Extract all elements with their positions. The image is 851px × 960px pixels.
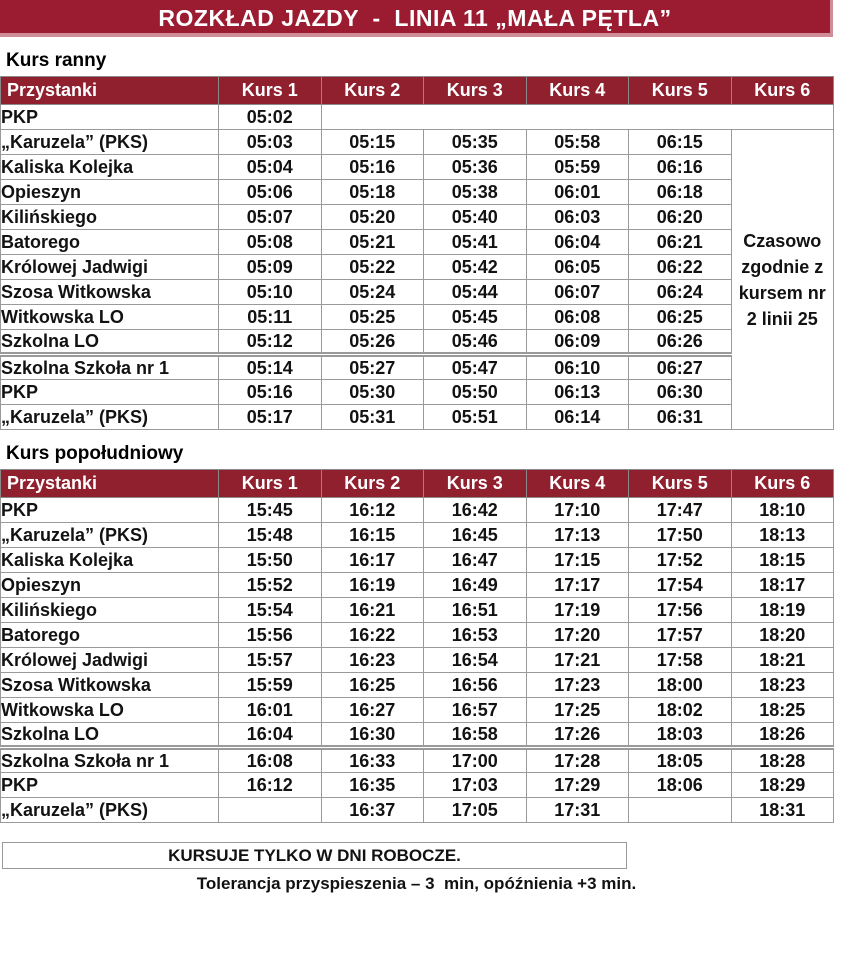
time-cell: 18:29 xyxy=(731,773,834,798)
time-cell: 18:13 xyxy=(731,523,834,548)
column-header: Kurs 3 xyxy=(424,470,527,498)
time-cell: 16:57 xyxy=(424,698,527,723)
time-cell: 05:47 xyxy=(424,355,527,380)
table-row xyxy=(1,748,834,773)
table-row xyxy=(1,523,834,548)
time-cell: 05:26 xyxy=(321,330,424,355)
time-cell: 17:29 xyxy=(526,773,629,798)
time-cell: 16:01 xyxy=(219,698,322,723)
empty-cell xyxy=(219,798,322,823)
time-cell: 16:51 xyxy=(424,598,527,623)
time-cell: 06:04 xyxy=(526,230,629,255)
column-header: Kurs 6 xyxy=(731,77,834,105)
table-row xyxy=(1,673,834,698)
time-cell: 16:58 xyxy=(424,723,527,748)
time-cell: 05:31 xyxy=(321,405,424,430)
column-header: Kurs 4 xyxy=(526,470,629,498)
stop-cell: PKP xyxy=(1,105,219,130)
time-cell: 16:12 xyxy=(219,773,322,798)
time-cell: 06:22 xyxy=(629,255,732,280)
time-cell: 15:50 xyxy=(219,548,322,573)
time-cell: 18:02 xyxy=(629,698,732,723)
stop-cell: PKP xyxy=(1,498,219,523)
time-cell: 05:18 xyxy=(321,180,424,205)
header-row xyxy=(1,470,834,498)
time-cell: 17:05 xyxy=(424,798,527,823)
column-header: Kurs 1 xyxy=(219,77,322,105)
afternoon-timetable xyxy=(0,469,834,823)
table-row xyxy=(1,155,834,180)
table-row xyxy=(1,205,834,230)
column-header: Przystanki xyxy=(1,77,219,105)
time-cell: 05:51 xyxy=(424,405,527,430)
time-cell: 05:35 xyxy=(424,130,527,155)
time-cell: 17:23 xyxy=(526,673,629,698)
time-cell: 16:17 xyxy=(321,548,424,573)
time-cell: 05:27 xyxy=(321,355,424,380)
time-cell: 17:54 xyxy=(629,573,732,598)
working-days-notice: KURSUJE TYLKO W DNI ROBOCZE. xyxy=(2,842,627,869)
time-cell: 05:15 xyxy=(321,130,424,155)
time-cell: 17:10 xyxy=(526,498,629,523)
time-cell: 16:08 xyxy=(219,748,322,773)
time-cell: 05:25 xyxy=(321,305,424,330)
table-row xyxy=(1,305,834,330)
time-cell: 06:10 xyxy=(526,355,629,380)
stop-cell: Szkolna LO xyxy=(1,330,219,355)
stop-cell: Szkolna Szkoła nr 1 xyxy=(1,748,219,773)
column-header: Kurs 2 xyxy=(321,470,424,498)
time-cell: 17:00 xyxy=(424,748,527,773)
page-title: ROZKŁAD JAZDY - LINIA 11 „MAŁA PĘTLA” xyxy=(0,0,833,37)
time-cell: 06:21 xyxy=(629,230,732,255)
table-row xyxy=(1,255,834,280)
time-cell: 06:09 xyxy=(526,330,629,355)
time-cell: 06:08 xyxy=(526,305,629,330)
time-cell: 16:30 xyxy=(321,723,424,748)
time-cell: 15:45 xyxy=(219,498,322,523)
time-cell: 16:53 xyxy=(424,623,527,648)
time-cell: 16:54 xyxy=(424,648,527,673)
stop-cell: Szosa Witkowska xyxy=(1,280,219,305)
table-row xyxy=(1,723,834,748)
time-cell: 16:56 xyxy=(424,673,527,698)
table-row xyxy=(1,773,834,798)
stop-cell: Kaliska Kolejka xyxy=(1,548,219,573)
time-cell: 05:44 xyxy=(424,280,527,305)
time-cell: 06:01 xyxy=(526,180,629,205)
time-cell: 06:05 xyxy=(526,255,629,280)
time-cell: 17:19 xyxy=(526,598,629,623)
stop-cell: Królowej Jadwigi xyxy=(1,648,219,673)
time-cell: 05:10 xyxy=(219,280,322,305)
stop-cell: Opieszyn xyxy=(1,573,219,598)
stop-cell: Kilińskiego xyxy=(1,205,219,230)
stop-cell: „Karuzela” (PKS) xyxy=(1,798,219,823)
time-cell: 06:31 xyxy=(629,405,732,430)
time-cell: 18:31 xyxy=(731,798,834,823)
stop-cell: PKP xyxy=(1,380,219,405)
time-cell: 16:35 xyxy=(321,773,424,798)
time-cell: 17:15 xyxy=(526,548,629,573)
time-cell: 18:23 xyxy=(731,673,834,698)
time-cell: 05:02 xyxy=(219,105,322,130)
table-row xyxy=(1,598,834,623)
time-cell: 17:17 xyxy=(526,573,629,598)
table-row xyxy=(1,105,834,130)
time-cell: 05:36 xyxy=(424,155,527,180)
time-cell: 16:45 xyxy=(424,523,527,548)
time-cell: 06:27 xyxy=(629,355,732,380)
time-cell: 05:58 xyxy=(526,130,629,155)
table-row xyxy=(1,405,834,430)
time-cell: 05:30 xyxy=(321,380,424,405)
tolerance-note: Tolerancja przyspieszenia – 3 min, opóźnienia +3 min. xyxy=(196,874,637,893)
column-header: Kurs 2 xyxy=(321,77,424,105)
stop-cell: Szkolna LO xyxy=(1,723,219,748)
table-row xyxy=(1,798,834,823)
table-row xyxy=(1,573,834,598)
column-header: Kurs 3 xyxy=(424,77,527,105)
time-cell: 18:15 xyxy=(731,548,834,573)
time-cell: 18:00 xyxy=(629,673,732,698)
time-cell: 05:16 xyxy=(321,155,424,180)
time-cell: 06:16 xyxy=(629,155,732,180)
stop-cell: „Karuzela” (PKS) xyxy=(1,523,219,548)
time-cell: 17:57 xyxy=(629,623,732,648)
header-row xyxy=(1,77,834,105)
table-row xyxy=(1,380,834,405)
stop-cell: Batorego xyxy=(1,623,219,648)
time-cell: 18:05 xyxy=(629,748,732,773)
stop-cell: Królowej Jadwigi xyxy=(1,255,219,280)
stop-cell: Witkowska LO xyxy=(1,698,219,723)
time-cell: 17:31 xyxy=(526,798,629,823)
time-cell: 17:28 xyxy=(526,748,629,773)
time-cell: 17:26 xyxy=(526,723,629,748)
time-cell: 05:38 xyxy=(424,180,527,205)
time-cell: 06:14 xyxy=(526,405,629,430)
time-cell: 16:27 xyxy=(321,698,424,723)
time-cell: 05:11 xyxy=(219,305,322,330)
time-cell: 16:12 xyxy=(321,498,424,523)
stop-cell: Kilińskiego xyxy=(1,598,219,623)
column-header: Kurs 5 xyxy=(629,77,732,105)
stop-cell: „Karuzela” (PKS) xyxy=(1,405,219,430)
time-cell: 16:47 xyxy=(424,548,527,573)
time-cell: 05:40 xyxy=(424,205,527,230)
time-cell: 06:24 xyxy=(629,280,732,305)
time-cell: 05:08 xyxy=(219,230,322,255)
time-cell: 05:14 xyxy=(219,355,322,380)
time-cell: 05:20 xyxy=(321,205,424,230)
time-cell: 16:21 xyxy=(321,598,424,623)
time-cell: 17:52 xyxy=(629,548,732,573)
time-cell: 18:19 xyxy=(731,598,834,623)
time-cell: 05:22 xyxy=(321,255,424,280)
time-cell: 17:13 xyxy=(526,523,629,548)
column-header: Kurs 5 xyxy=(629,470,732,498)
time-cell: 16:33 xyxy=(321,748,424,773)
section-label-afternoon: Kurs popołudniowy xyxy=(6,443,184,464)
time-cell: 18:26 xyxy=(731,723,834,748)
time-cell: 05:12 xyxy=(219,330,322,355)
time-cell: 05:16 xyxy=(219,380,322,405)
time-cell: 16:19 xyxy=(321,573,424,598)
morning-timetable xyxy=(0,76,834,430)
table-row xyxy=(1,498,834,523)
time-cell: 16:22 xyxy=(321,623,424,648)
time-cell: 17:50 xyxy=(629,523,732,548)
time-cell: 16:49 xyxy=(424,573,527,598)
table-row xyxy=(1,330,834,355)
time-cell: 16:23 xyxy=(321,648,424,673)
time-cell: 15:54 xyxy=(219,598,322,623)
time-cell: 18:06 xyxy=(629,773,732,798)
time-cell: 17:58 xyxy=(629,648,732,673)
time-cell: 17:21 xyxy=(526,648,629,673)
time-cell: 05:42 xyxy=(424,255,527,280)
time-cell: 18:20 xyxy=(731,623,834,648)
section-label-morning: Kurs ranny xyxy=(6,50,107,71)
time-cell: 16:04 xyxy=(219,723,322,748)
time-cell: 16:37 xyxy=(321,798,424,823)
time-cell: 16:15 xyxy=(321,523,424,548)
stop-cell: Kaliska Kolejka xyxy=(1,155,219,180)
time-cell: 17:20 xyxy=(526,623,629,648)
time-cell: 18:21 xyxy=(731,648,834,673)
time-cell: 06:13 xyxy=(526,380,629,405)
stop-cell: „Karuzela” (PKS) xyxy=(1,130,219,155)
time-cell: 05:59 xyxy=(526,155,629,180)
time-cell: 18:10 xyxy=(731,498,834,523)
time-cell: 06:30 xyxy=(629,380,732,405)
time-cell: 06:15 xyxy=(629,130,732,155)
empty-cell xyxy=(321,105,834,130)
table-row xyxy=(1,280,834,305)
table-row xyxy=(1,623,834,648)
table-row xyxy=(1,698,834,723)
time-cell: 16:42 xyxy=(424,498,527,523)
column-header: Przystanki xyxy=(1,470,219,498)
time-cell: 05:24 xyxy=(321,280,424,305)
time-cell: 18:17 xyxy=(731,573,834,598)
stop-cell: PKP xyxy=(1,773,219,798)
time-cell: 15:52 xyxy=(219,573,322,598)
time-cell: 05:21 xyxy=(321,230,424,255)
time-cell: 18:25 xyxy=(731,698,834,723)
time-cell: 05:09 xyxy=(219,255,322,280)
time-cell: 17:56 xyxy=(629,598,732,623)
time-cell: 06:25 xyxy=(629,305,732,330)
time-cell: 05:03 xyxy=(219,130,322,155)
table-row xyxy=(1,648,834,673)
time-cell: 17:47 xyxy=(629,498,732,523)
time-cell: 05:06 xyxy=(219,180,322,205)
time-cell: 06:26 xyxy=(629,330,732,355)
time-cell: 17:25 xyxy=(526,698,629,723)
time-cell: 15:56 xyxy=(219,623,322,648)
time-cell: 15:59 xyxy=(219,673,322,698)
time-cell: 18:03 xyxy=(629,723,732,748)
empty-cell xyxy=(629,798,732,823)
time-cell: 06:03 xyxy=(526,205,629,230)
time-cell: 15:57 xyxy=(219,648,322,673)
time-cell: 06:18 xyxy=(629,180,732,205)
column-header: Kurs 4 xyxy=(526,77,629,105)
time-cell: 05:50 xyxy=(424,380,527,405)
table-row xyxy=(1,548,834,573)
time-cell: 05:17 xyxy=(219,405,322,430)
stop-cell: Szkolna Szkoła nr 1 xyxy=(1,355,219,380)
note-cell: Czasowo zgodnie z kursem nr 2 linii 25 xyxy=(731,130,834,430)
time-cell: 05:46 xyxy=(424,330,527,355)
time-cell: 05:04 xyxy=(219,155,322,180)
table-row xyxy=(1,230,834,255)
time-cell: 18:28 xyxy=(731,748,834,773)
table-row xyxy=(1,130,834,155)
time-cell: 06:20 xyxy=(629,205,732,230)
time-cell: 05:45 xyxy=(424,305,527,330)
time-cell: 06:07 xyxy=(526,280,629,305)
column-header: Kurs 1 xyxy=(219,470,322,498)
time-cell: 17:03 xyxy=(424,773,527,798)
stop-cell: Opieszyn xyxy=(1,180,219,205)
time-cell: 15:48 xyxy=(219,523,322,548)
time-cell: 05:07 xyxy=(219,205,322,230)
stop-cell: Batorego xyxy=(1,230,219,255)
stop-cell: Witkowska LO xyxy=(1,305,219,330)
column-header: Kurs 6 xyxy=(731,470,834,498)
table-row xyxy=(1,355,834,380)
table-row xyxy=(1,180,834,205)
stop-cell: Szosa Witkowska xyxy=(1,673,219,698)
time-cell: 16:25 xyxy=(321,673,424,698)
time-cell: 05:41 xyxy=(424,230,527,255)
